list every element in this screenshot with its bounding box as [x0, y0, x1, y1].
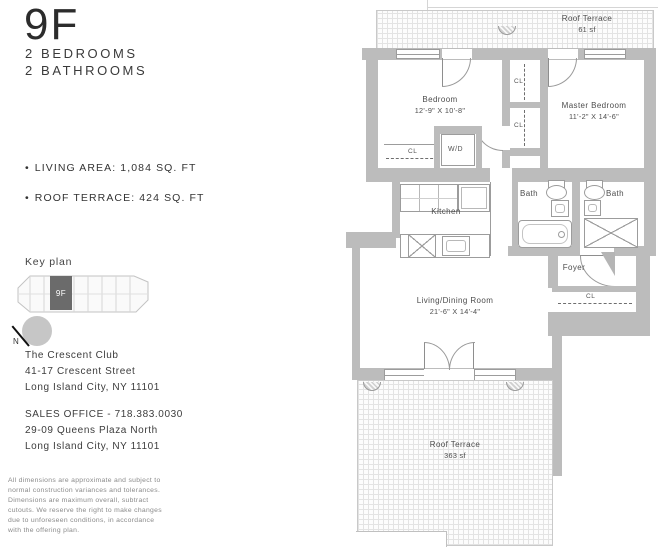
disclaimer-text: All dimensions are approximate and subject to normal construction variances and tolerances. Dimensions are maximum overall, subtract cutouts. We reserve the right to make changes due to unforeseen conditions, in accordance with the offering plan.	[8, 477, 162, 534]
room-dims: 21'-6" X 14'-4"	[429, 307, 481, 316]
roof-terrace-stat	[25, 192, 205, 204]
wall-living-left-jog	[346, 232, 396, 248]
closet-rod	[558, 303, 632, 304]
wall-kitchen-left	[392, 178, 400, 238]
door-swing-bedroom-terrace	[442, 58, 471, 87]
room-name: Living/Dining Room	[416, 296, 494, 305]
wall-closet-mid	[510, 102, 540, 108]
wall-wd-top	[434, 126, 482, 134]
key-plan-unit-marker: 9F	[50, 276, 72, 310]
wall-cl-top	[552, 286, 636, 292]
roof-terrace-bottom	[357, 380, 553, 546]
bullet-icon: •	[25, 162, 30, 174]
closet-label: CL	[514, 122, 524, 129]
bath-label: Bath	[605, 189, 625, 198]
room-name: Bedroom	[422, 95, 458, 104]
building-street: 41-17 Crescent Street	[25, 366, 136, 377]
room-area: 61 sf	[578, 25, 596, 34]
bullet-icon: •	[25, 192, 30, 204]
wall-wd-right	[476, 134, 482, 168]
kitchen-label: Kitchen	[431, 207, 461, 216]
french-door-opening	[424, 369, 474, 380]
room-name: Roof Terrace	[561, 14, 613, 23]
room-name: Roof Terrace	[429, 440, 481, 449]
wall-foyer-right	[636, 256, 650, 320]
sales-office-street: 29-09 Queens Plaza North	[25, 425, 158, 436]
wall-wd-left	[434, 134, 440, 168]
bedrooms-count: 2 BEDROOMS	[25, 46, 138, 61]
north-label: N	[13, 337, 19, 346]
living-area-stat	[25, 162, 197, 174]
terrace-step	[356, 531, 447, 547]
bath-sink	[551, 200, 569, 217]
room-dims: 11'-2" X 14'-6"	[568, 112, 620, 121]
wall-bedroom-right-b	[502, 150, 510, 168]
toilet-icon	[546, 180, 566, 199]
closet-label: CL	[408, 148, 418, 155]
shower	[584, 218, 638, 248]
foyer-label: Foyer	[562, 263, 586, 272]
unit-title: 9F	[24, 0, 80, 49]
bath-sink	[584, 200, 601, 216]
closet-front-line	[384, 144, 436, 145]
closet-label: CL	[586, 293, 596, 300]
wall-mid-left	[366, 168, 490, 182]
living-dining-label	[398, 295, 512, 317]
stove	[408, 234, 436, 258]
wall-living-right	[548, 248, 558, 288]
roof-terrace-text: ROOF TERRACE: 424 SQ. FT	[34, 192, 205, 204]
property-line	[427, 0, 428, 10]
washer-dryer-label: W/D	[448, 146, 464, 153]
french-door-swing-left	[424, 342, 450, 370]
wall-cl-bottom-block	[548, 312, 650, 336]
building-city: Long Island City, NY 11101	[25, 382, 160, 393]
closet-label: CL	[514, 78, 524, 85]
living-area-text: LIVING AREA: 1,084 SQ. FT	[34, 162, 197, 174]
building-name: The Crescent Club	[25, 350, 119, 361]
key-plan-heading: Key plan	[25, 256, 73, 268]
french-door-swing-right	[449, 342, 475, 370]
room-name: Master Bedroom	[561, 101, 627, 110]
wall-bedroom-right-a	[502, 48, 510, 126]
kitchen-sink	[442, 236, 470, 256]
kitchen-edge-line	[490, 182, 491, 256]
property-line	[427, 7, 658, 8]
door-swing-master	[548, 58, 577, 87]
entry-door-marker-icon	[601, 252, 615, 276]
room-dims: 12'-9" X 10'-8"	[414, 106, 466, 115]
wall-right	[644, 48, 656, 256]
closet-rod	[386, 158, 438, 159]
sales-office-city: Long Island City, NY 11101	[25, 441, 160, 452]
roof-terrace-top-label	[527, 13, 647, 35]
bath-label: Bath	[519, 189, 539, 198]
closet-rod	[524, 64, 525, 100]
window-master	[584, 49, 626, 59]
bathtub	[518, 220, 572, 248]
master-bedroom-label	[546, 100, 642, 122]
bathrooms-count: 2 BATHROOMS	[25, 63, 148, 78]
wall-terrace-right	[552, 336, 562, 476]
wall-living-left	[352, 248, 360, 380]
window-bedroom	[396, 49, 440, 59]
key-plan-building-outline	[14, 272, 152, 316]
wall-bath-mid	[572, 172, 580, 256]
key-plan-map	[14, 272, 152, 316]
sales-office-phone: SALES OFFICE - 718.383.0030	[25, 409, 183, 420]
closet-rod	[524, 110, 525, 146]
roof-terrace-bottom-label	[390, 439, 520, 461]
room-area: 363 sf	[444, 451, 466, 460]
bedroom-label	[392, 94, 488, 116]
wall-left-upper	[366, 48, 378, 172]
